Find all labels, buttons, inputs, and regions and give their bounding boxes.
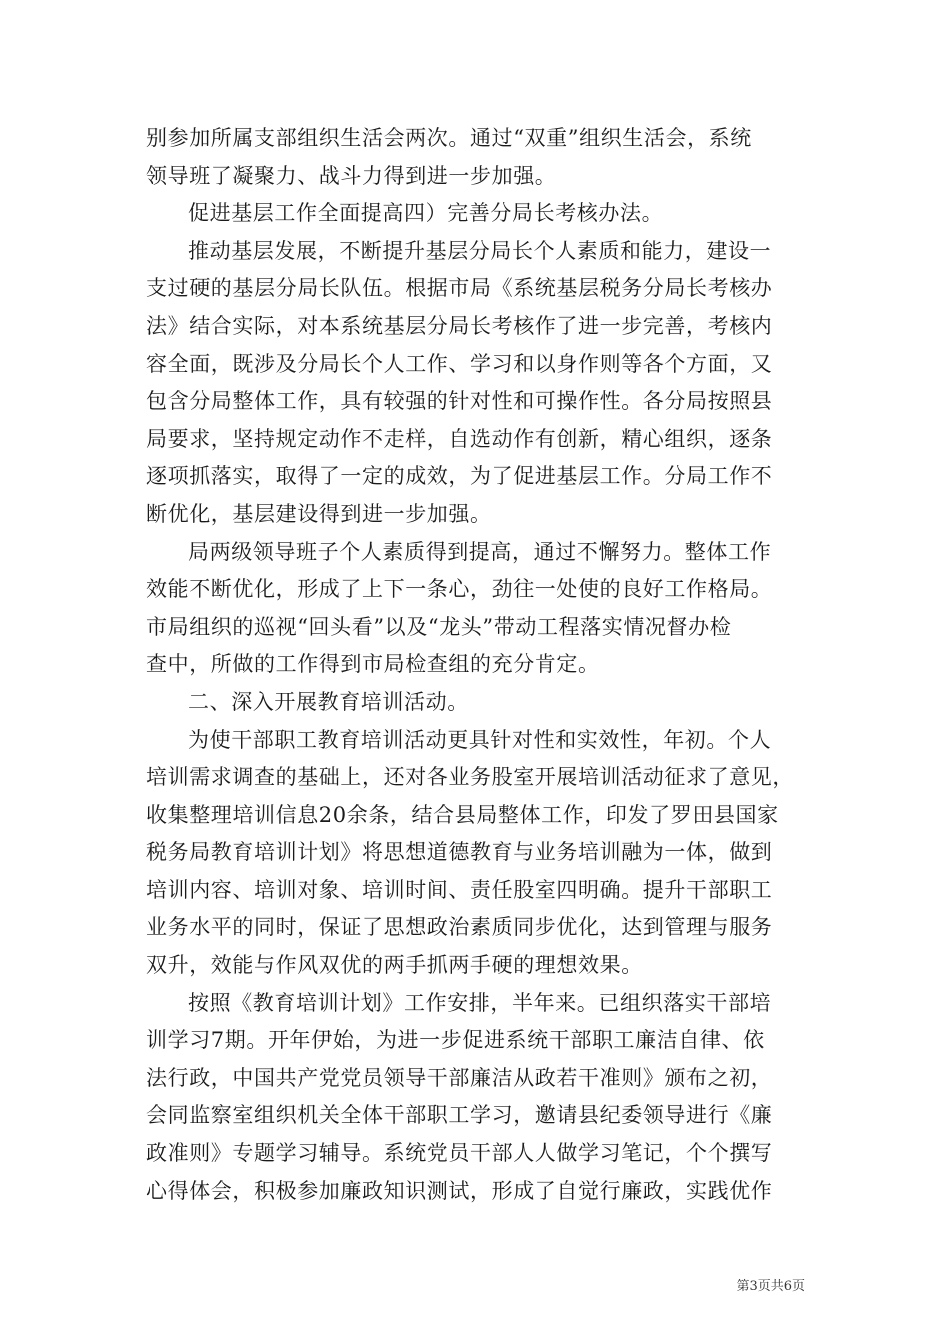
text-line: 会同监察室组织机关全体干部职工学习，邀请县纪委领导进行《廉 <box>146 1103 773 1128</box>
text-line: 培训需求调查的基础上，还对各业务股室开展培训活动征求了意见， <box>146 765 794 790</box>
text-line: 查中，所做的工作得到市局检查组的充分肯定。 <box>146 652 600 677</box>
text-line: 包含分局整体工作，具有较强的针对性和可操作性。各分局按照县 <box>146 389 773 414</box>
text-line: 政准则》专题学习辅导。系统党员干部人人做学习笔记，个个撰写 <box>146 1141 773 1166</box>
text-line: 为使干部职工教育培训活动更具针对性和实效性，年初。个人 <box>188 727 772 752</box>
text-line: 法行政，中国共产党党员领导干部廉洁从政若干准则》颁布之初， <box>146 1065 773 1090</box>
text-line: 收集整理培训信息20余条，结合县局整体工作，印发了罗田县国家 <box>146 802 779 827</box>
text-line: 业务水平的同时，保证了思想政治素质同步优化，达到管理与服务 <box>146 915 773 940</box>
paragraph <box>146 233 806 534</box>
paragraph <box>146 722 806 985</box>
paragraph <box>146 195 806 233</box>
text-line: 法》结合实际，对本系统基层分局长考核作了进一步完善，考核内 <box>146 313 773 338</box>
body-text <box>146 120 806 1210</box>
paragraph <box>146 985 806 1211</box>
text-line: 二、深入开展教育培训活动。 <box>188 689 469 714</box>
text-line: 领导班了凝聚力、战斗力得到进一步加强。 <box>146 163 557 188</box>
text-line: 断优化，基层建设得到进一步加强。 <box>146 501 492 526</box>
text-line: 别参加所属支部组织生活会两次。通过“双重”组织生活会，系统 <box>146 126 752 150</box>
text-line: 双升，效能与作风双优的两手抓两手硬的理想效果。 <box>146 953 643 978</box>
text-line: 逐项抓落实，取得了一定的成效，为了促进基层工作。分局工作不 <box>146 464 773 489</box>
paragraph <box>146 684 806 722</box>
text-line: 效能不断优化，形成了上下一条心，劲往一处使的良好工作格局。 <box>146 577 773 602</box>
text-line: 税务局教育培训计划》将思想道德教育与业务培训融为一体，做到 <box>146 840 773 865</box>
text-line: 心得体会，积极参加廉政知识测试，形成了自觉行廉政，实践优作 <box>146 1178 773 1203</box>
text-line: 支过硬的基层分局长队伍。根据市局《系统基层税务分局长考核办 <box>146 276 773 301</box>
paragraph <box>146 534 806 684</box>
text-line: 容全面，既涉及分局长个人工作、学习和以身作则等各个方面，又 <box>146 351 773 376</box>
page-number: 第3页共6页 <box>736 1279 805 1294</box>
text-line: 训学习7期。开年伊始，为进一步促进系统干部职工廉洁自律、依 <box>146 1028 765 1053</box>
text-line: 推动基层发展，不断提升基层分局长个人素质和能力，建设一 <box>188 238 772 263</box>
text-line: 局两级领导班子个人素质得到提高，通过不懈努力。整体工作 <box>188 539 772 564</box>
text-line: 按照《教育培训计划》工作安排，半年来。已组织落实干部培 <box>188 990 772 1015</box>
text-line: 市局组织的巡视“回头看”以及“龙头”带动工程落实情况督办检 <box>146 614 732 639</box>
paragraph <box>146 120 806 195</box>
text-line: 促进基层工作全面提高四）完善分局长考核办法。 <box>188 201 664 226</box>
text-line: 局要求，坚持规定动作不走样，自选动作有创新，精心组织，逐条 <box>146 426 773 451</box>
text-line: 培训内容、培训对象、培训时间、责任股室四明确。提升干部职工 <box>146 877 773 902</box>
